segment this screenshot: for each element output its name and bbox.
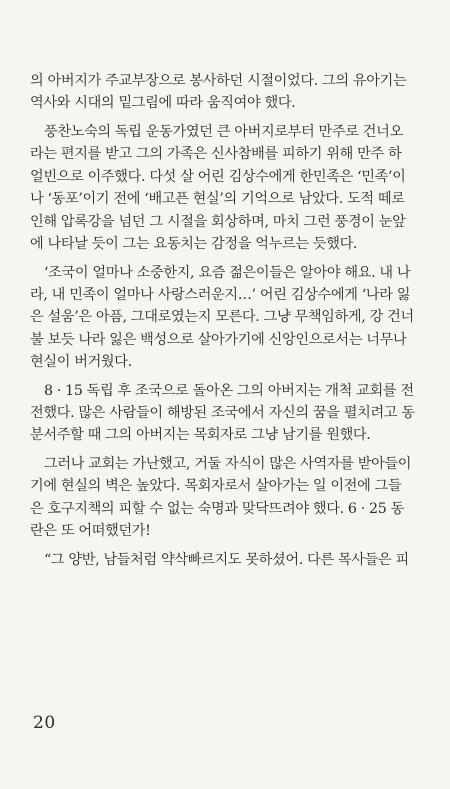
text-line: 현실이 버거웠다. [30,354,132,371]
show-through-smudge [308,655,368,665]
paragraph-5 [30,453,428,543]
text-line: 8 · 15 독립 후 조국으로 돌아온 그의 아버지는 개척 교회를 전 [44,382,414,399]
page-number: 20 [33,713,56,733]
body-text [30,70,428,571]
text-line: 그러나 교회는 가난했고, 거둘 자식이 많은 사역자를 받아들이 [44,456,412,472]
paragraph-4 [30,380,428,447]
text-line: 은 설움’은 아픔, 그대로였는지 모른다. 그냥 무책임하게, 강 건너 [30,309,414,326]
text-line: 얼빈으로 이주했다. 다섯 살 어린 김상수에게 한민족은 ‘민족’이 [30,168,406,185]
text-line: 불 보듯 나라 잃은 백성으로 살아가기에 신앙인으로서는 너무나 [30,331,407,348]
text-line: 의 아버지가 주교부장으로 봉사하던 시절이었다. 그의 유아기는 [30,73,407,89]
paragraph-2 [30,121,428,255]
paragraph-1 [30,70,428,115]
paragraph-3 [30,262,428,374]
text-line: 에 나타날 듯이 그는 요동치는 감정을 억누르는 듯했다. [30,235,358,252]
text-line: “그 양반, 남들처럼 약삭빠르지도 못하셨어. 다른 목사들은 피 [44,551,409,568]
text-line: 라, 내 민족이 얼마나 사랑스러운지…’ 어린 김상수에게 ‘나라 잃 [30,286,411,303]
text-line: 풍찬노숙의 독립 운동가였던 큰 아버지로부터 만주로 건너오 [44,123,403,140]
text-line: 란은 또 어떠했던가! [30,523,151,540]
text-line: ‘조국이 얼마나 소중한지, 요즘 젊은이들은 알아야 해요. 내 나 [44,264,411,281]
text-line: 전했다. 많은 사람들이 해방된 조국에서 자신의 꿈을 펼치려고 동 [30,405,415,422]
text-line: 라는 편지를 받고 그의 가족은 신사참배를 피하기 위해 만주 하 [30,146,402,163]
text-line: 기에 현실의 벽은 높았다. 목회자로서 살아가는 일 이전에 그들 [30,478,402,495]
text-line: 분서주할 때 그의 아버지는 목회자로 그냥 남기를 원했다. [30,427,371,444]
text-line: 은 호구지책의 피할 수 없는 숙명과 맞닥뜨려야 했다. 6 · 25 동 [30,500,404,517]
text-line: 인해 압록강을 넘던 그 시절을 회상하며, 마치 그런 풍경이 눈앞 [30,213,406,230]
text-line: 역사와 시대의 밑그림에 따라 움직여야 했다. [30,95,296,112]
paragraph-6 [30,549,428,571]
text-line: 나 ‘동포’이기 전에 ‘배고픈 현실’의 기억으로 남았다. 도적 떼로 [30,191,405,208]
